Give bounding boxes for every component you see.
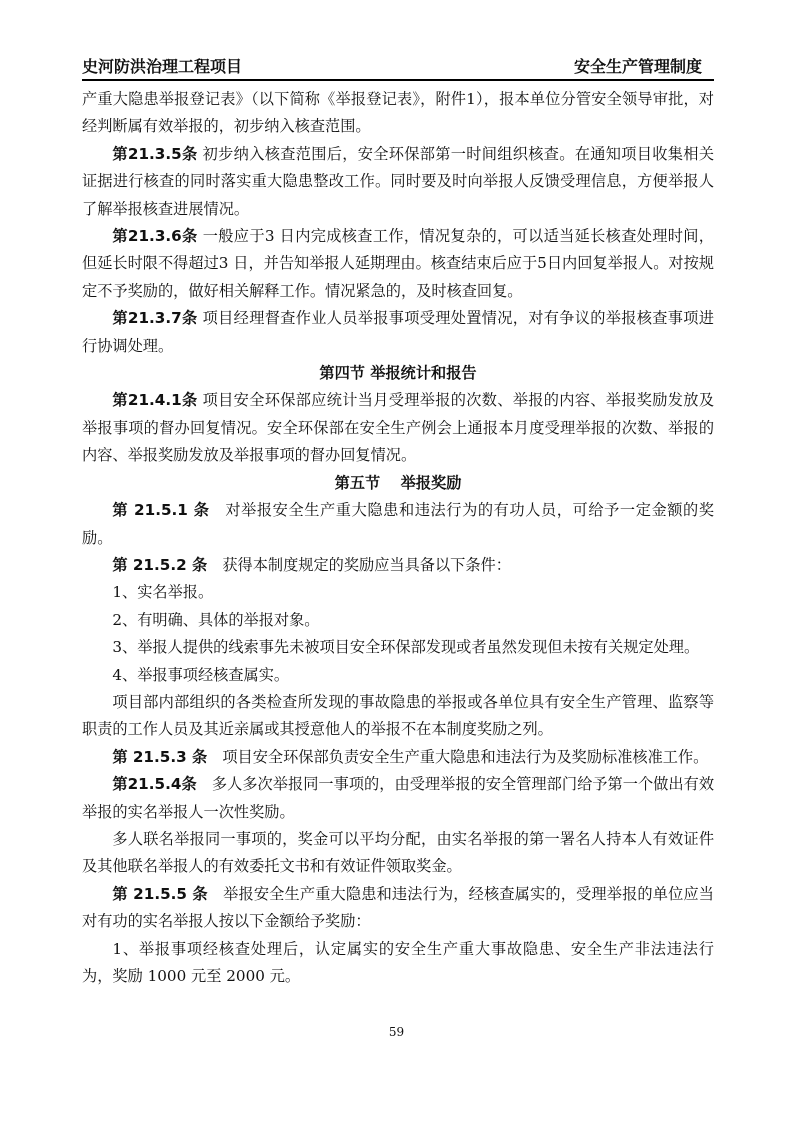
- article-number: 第21.3.5条: [112, 144, 198, 163]
- paragraph: [82, 634, 714, 661]
- paragraph: [82, 552, 714, 579]
- paragraph: [82, 579, 714, 606]
- article-number: 第21.5.4条: [112, 775, 197, 794]
- article-number: 第21.3.7条: [112, 309, 198, 328]
- paragraph-text: 多人多次举报同一事项的，由受理举报的安全管理部门给予第一个做出有效举报的实名举报人一次性奖励。: [82, 775, 715, 821]
- paragraph-text: 产重大隐患举报登记表》（以下简称《举报登记表》，附件1），报本单位分管安全领导审批，对经判断属有效举报的，初步纳入核查范围。: [82, 90, 714, 136]
- paragraph-text: 对举报安全生产重大隐患和违法行为的有功人员，可给予一定金额的奖励。: [82, 501, 715, 547]
- paragraph-text: 项目安全环保部负责安全生产重大隐患和违法行为及奖励标准核准工作。: [207, 747, 709, 766]
- paragraph: [82, 305, 714, 360]
- document-body: [82, 86, 714, 990]
- paragraph-text: 一般应于3 日内完成核查工作，情况复杂的，可以适当延长核查处理时间，但延长时限不得超过3 日，并告知举报人延期理由。核查结束后应于5日内回复举报人。对按规定不予奖励的，做好相关解释工作。情况紧急的，及时核查回复。: [82, 227, 714, 300]
- paragraph-text: 1、实名举报。: [112, 583, 214, 602]
- paragraph-text: 举报安全生产重大隐患和违法行为，经核查属实的，受理举报的单位应当对有功的实名举报人按以下金额给予奖励：: [82, 884, 714, 931]
- page-number: 59: [388, 1025, 405, 1039]
- article-number: 第21.4.1条: [112, 391, 198, 410]
- paragraph-text: 第四节 举报统计和报告: [319, 364, 477, 383]
- paragraph: [82, 662, 714, 689]
- paragraph: [82, 86, 714, 141]
- article-number: 第21.3.6条: [112, 227, 198, 246]
- paragraph-text: 第五节 举报奖励: [334, 473, 462, 492]
- paragraph-text: 3、举报人提供的线索事先未被项目安全环保部发现或者虽然发现但未按有关规定处理。: [112, 638, 700, 657]
- section-heading: [82, 360, 714, 387]
- paragraph: [82, 497, 714, 552]
- paragraph-text: 项目经理督查作业人员举报事项受理处置情况，对有争议的举报核查事项进行协调处理。: [82, 309, 715, 355]
- paragraph: [82, 387, 714, 469]
- paragraph: [82, 881, 714, 936]
- article-number: 第 21.5.1 条: [112, 501, 210, 520]
- article-number: 第 21.5.3 条: [112, 747, 208, 766]
- header-document-title: 安全生产管理制度: [573, 57, 702, 76]
- paragraph-text: 4、举报事项经核查属实。: [112, 665, 290, 684]
- paragraph-text: 多人联名举报同一事项的，奖金可以平均分配，由实名举报的第一署名人持本人有效证件及其他联名举报人的有效委托文书和有效证件领取奖金。: [82, 829, 714, 876]
- paragraph-text: 项目安全环保部应统计当月受理举报的次数、举报的内容、举报奖励发放及举报事项的督办回复情况。安全环保部在安全生产例会上通报本月度受理举报的次数、举报的内容、举报奖励发放及举报事项的督办回复情况。: [82, 391, 715, 465]
- section-heading: [82, 470, 714, 497]
- paragraph-text: 1、举报事项经核查处理后，认定属实的安全生产重大事故隐患、安全生产非法违法行为，奖励 1000 元至 2000 元。: [82, 939, 714, 985]
- paragraph-text: 初步纳入核查范围后，安全环保部第一时间组织核查。在通知项目收集相关证据进行核查的同时落实重大隐患整改工作。同时要及时向举报人反馈受理信息，方便举报人了解举报核查进展情况。: [82, 144, 715, 218]
- paragraph-text: 获得本制度规定的奖励应当具备以下条件：: [207, 555, 511, 574]
- paragraph: [82, 223, 714, 305]
- page-header: [82, 52, 714, 81]
- paragraph: [82, 826, 714, 881]
- paragraph-text: 2、有明确、具体的举报对象。: [112, 610, 320, 629]
- article-number: 第 21.5.5 条: [112, 884, 208, 903]
- paragraph-text: 项目部内部组织的各类检查所发现的事故隐患的举报或各单位具有安全生产管理、监察等职责的工作人员及其近亲属或其授意他人的举报不在本制度奖励之列。: [82, 692, 714, 739]
- paragraph: [82, 936, 714, 991]
- header-project-name: 史河防洪治理工程项目: [82, 57, 243, 76]
- paragraph: [82, 607, 714, 634]
- paragraph: [82, 141, 714, 223]
- article-number: 第 21.5.2 条: [112, 555, 208, 574]
- paragraph: [82, 744, 714, 771]
- paragraph: [82, 689, 714, 744]
- paragraph: [82, 771, 714, 826]
